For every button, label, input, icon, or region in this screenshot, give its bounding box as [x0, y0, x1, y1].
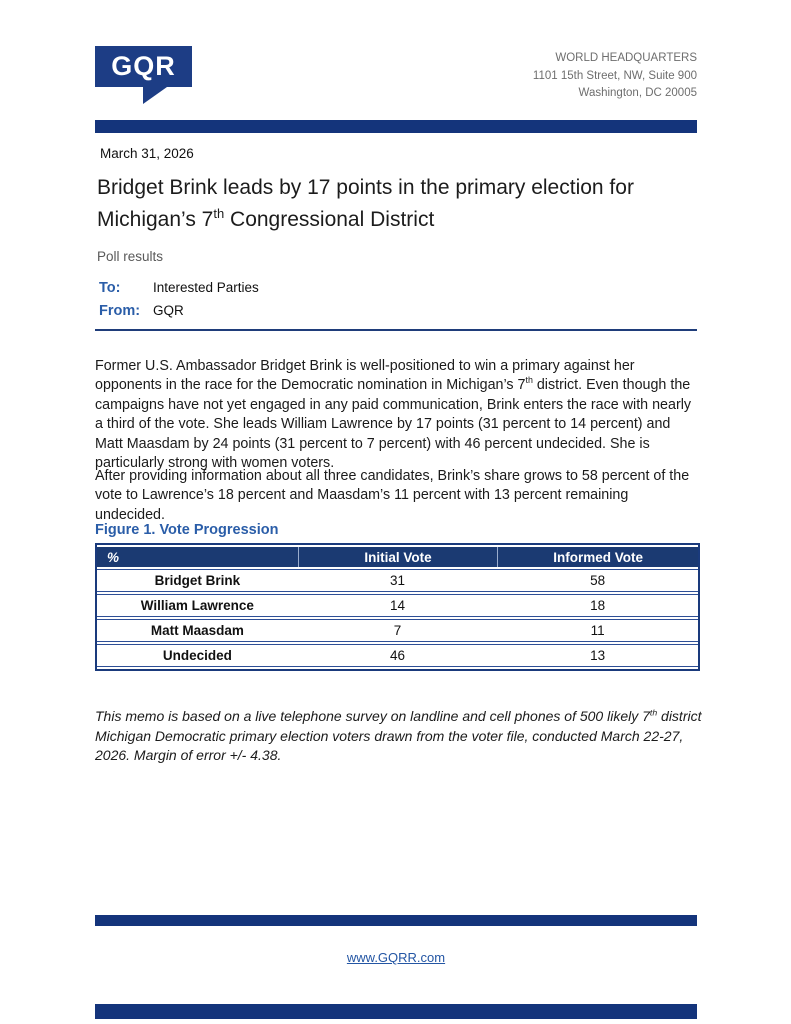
gqrr-website-link[interactable]: www.GQRR.com	[346, 950, 446, 965]
figure-caption: Figure 1. Vote Progression	[95, 522, 279, 538]
candidate-name: Bridget Brink	[97, 569, 298, 592]
gqr-logo-speech-tail	[143, 87, 167, 104]
gqr-logo	[95, 46, 192, 87]
column-header-informed-vote: Informed Vote	[497, 547, 698, 567]
candidate-name: Matt Maasdam	[97, 619, 298, 642]
table-row	[97, 619, 698, 642]
address-line-3: Washington, DC 20005	[578, 87, 697, 99]
initial-vote-value: 14	[298, 594, 498, 617]
memo-title-text: Bridget Brink leads by 17 points in the primary election for Michigan’s 7	[97, 176, 634, 231]
p1-superscript: th	[525, 375, 533, 386]
body-paragraph-1	[95, 357, 701, 473]
initial-vote-value: 31	[298, 569, 498, 592]
initial-vote-value: 7	[298, 619, 498, 642]
memo-title	[97, 172, 682, 235]
from-row	[99, 303, 184, 319]
p1-text: Former U.S. Ambassador Bridget Brink is well-positioned to win a primary against her opponents in the race for the Democratic nomination in Michigan’s 7	[95, 358, 635, 394]
to-row	[99, 280, 259, 296]
methodology-footnote	[95, 707, 703, 766]
column-header-percent: %	[97, 547, 298, 567]
table-row	[97, 569, 698, 592]
informed-vote-value: 58	[497, 569, 698, 592]
table-row	[97, 594, 698, 617]
to-value: Interested Parties	[153, 280, 259, 295]
candidate-name: William Lawrence	[97, 594, 298, 617]
footnote-text: This memo is based on a live telephone survey on landline and cell phones of 500 likely 7	[95, 708, 650, 724]
to-label: To:	[99, 280, 121, 296]
column-header-initial-vote: Initial Vote	[298, 547, 498, 567]
from-label: From:	[99, 303, 141, 319]
footnote-text-end: district Michigan Democratic primary election voters drawn from the voter file, conducted March 22-27, 2026. Margin of error +/- 4.38.	[95, 708, 702, 764]
memo-title-text-end: Congressional District	[224, 207, 435, 231]
table-row	[97, 644, 698, 667]
informed-vote-value: 13	[497, 644, 698, 667]
footnote-superscript: th	[649, 707, 658, 718]
footer-divider-bar	[95, 915, 697, 926]
informed-vote-value: 11	[497, 619, 698, 642]
footer-link-row	[95, 949, 697, 967]
p1-text-end: district. Even though the campaigns have not yet engaged in any paid communication, Brink enters the race with nearly a third of the vote. She leads William Lawrence by 17 points (31 percent to 14 percent) and Matt Maasdam by 24 points (31 percent to 7 percent) with 46 percent undecided. She is particularly strong with women voters.	[95, 377, 692, 472]
from-value: GQR	[153, 303, 184, 318]
table-header-row	[97, 547, 698, 567]
top-divider-bar	[95, 120, 697, 133]
candidate-name: Undecided	[97, 644, 298, 667]
address-line-1: WORLD HEADQUARTERS	[555, 52, 697, 64]
bottom-page-bar	[95, 1004, 697, 1019]
header-rule	[95, 329, 697, 331]
informed-vote-value: 18	[497, 594, 698, 617]
gqr-logo-text: GQR	[111, 51, 176, 81]
initial-vote-value: 46	[298, 644, 498, 667]
memo-subtitle: Poll results	[97, 249, 164, 264]
gqr-logo-box	[95, 46, 192, 87]
memo-date: March 31, 2026	[100, 146, 194, 161]
address-line-2: 1101 15th Street, NW, Suite 900	[532, 69, 697, 82]
body-paragraph-2: After providing information about all three candidates, Brink’s share grows to 58 percent of the vote to Lawrence’s 18 percent and Maasdam’s 11 percent with 13 percent remaining undecided.	[95, 468, 690, 523]
memo-title-superscript: th	[213, 205, 225, 221]
vote-progression-table	[95, 543, 700, 671]
address-block	[533, 50, 697, 103]
